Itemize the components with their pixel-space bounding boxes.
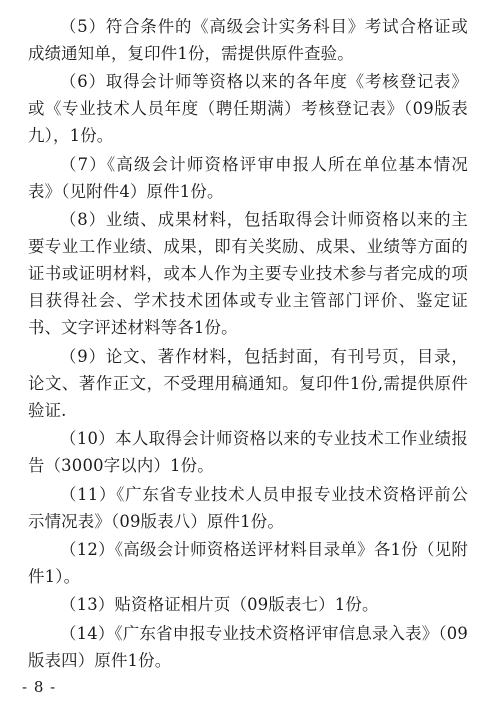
item-11: （11）《广东省专业技术人员申报专业技术资格评前公示情况表》（09版表八）原件1份。 — [28, 484, 468, 531]
page-number: - 8 - — [22, 678, 57, 696]
item-8: （8）业绩、成果材料，包括取得会计师资格以来的主要专业工作业绩、成果，即有关奖励、成果、业绩等方面的证书或证明材料，或本人作为主要专业技术参与者完成的项目获得社会、学术技术团体或专业主管部门评价、鉴定证书、文字评述材料等各1份。 — [28, 210, 468, 337]
item-6: （6）取得会计师等资格以来的各年度《考核登记表》或《专业技术人员年度（聘任期满）考核登记表》（09版表九），1份。 — [28, 72, 468, 146]
item-9: （9）论文、著作材料，包括封面，有刊号页，目录，论文、著作正文，不受理用稿通知。复印件1份,需提供原件验证. — [28, 346, 468, 420]
item-5: （5）符合条件的《高级会计实务科目》考试合格证或成绩通知单，复印件1份，需提供原件查验。 — [28, 17, 468, 63]
item-12: （12）《高级会计师资格送评材料目录单》各1份（见附件1）。 — [28, 540, 468, 586]
item-14: （14）《广东省申报专业技术资格评审信息录入表》（09版表四）原件1份。 — [28, 623, 468, 670]
item-7: （7）《高级会计师资格评审申报人所在单位基本情况表》（见附件4）原件1份。 — [28, 154, 468, 201]
item-13: （13）贴资格证相片页（09版表七）1份。 — [60, 595, 379, 615]
item-10: （10）本人取得会计师资格以来的专业技术工作业绩报告（3000字以内）1份。 — [28, 429, 468, 476]
